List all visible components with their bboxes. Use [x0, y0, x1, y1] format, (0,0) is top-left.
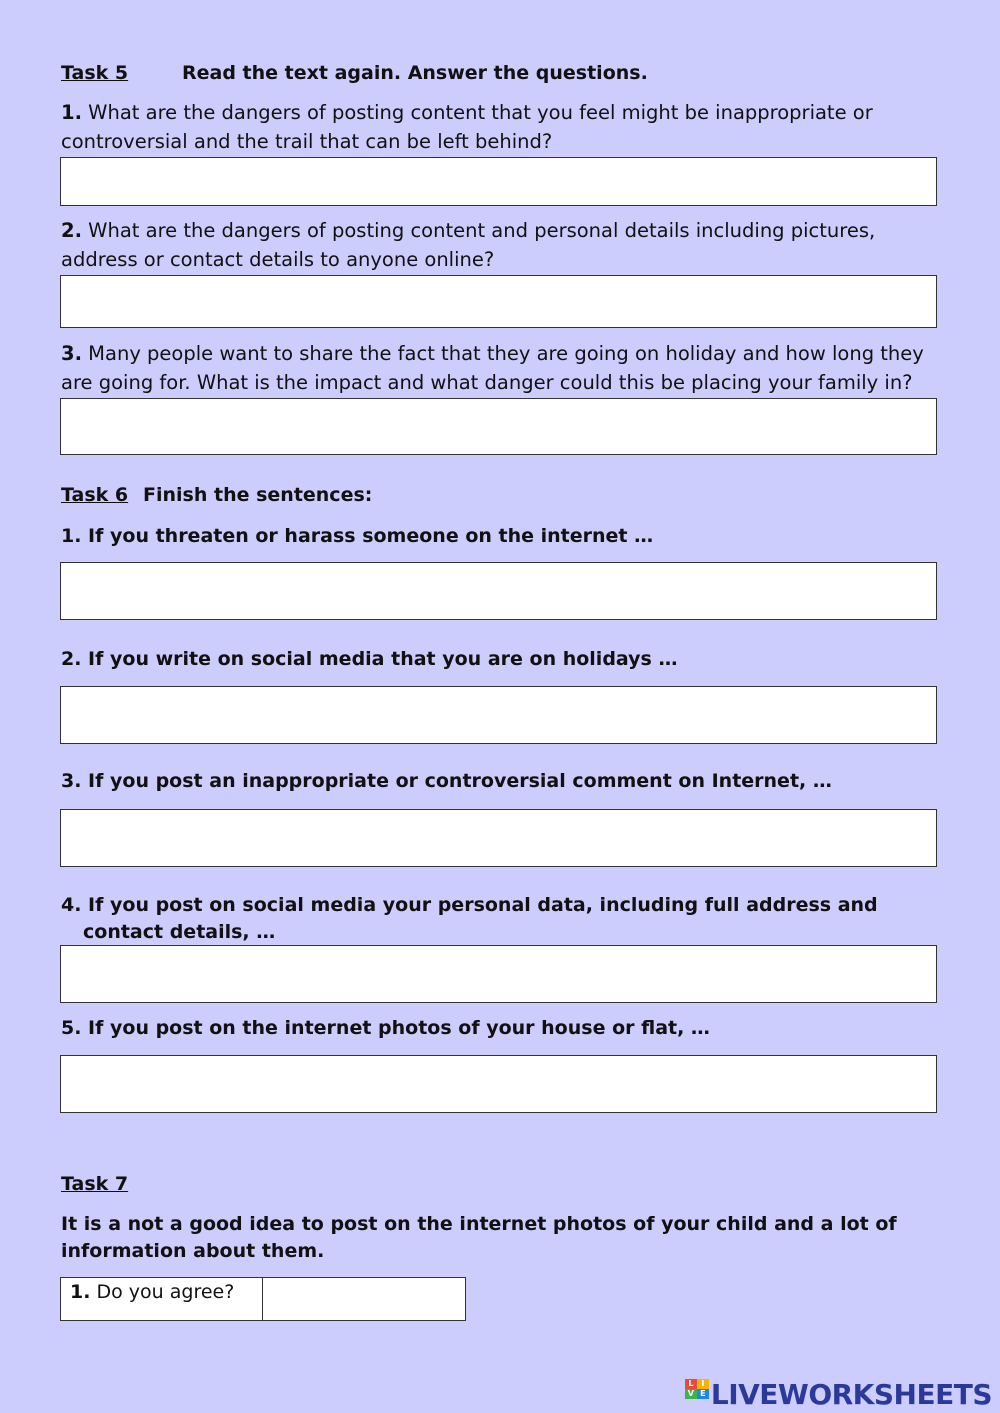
answer-box-task5-3[interactable] — [60, 398, 937, 455]
question-text: Do you agree? — [90, 1281, 235, 1303]
answer-box-task6-3[interactable] — [60, 809, 937, 867]
agree-table — [60, 1277, 466, 1321]
question-number: 2. — [61, 219, 82, 242]
question-number: 1. — [70, 1281, 91, 1303]
question-text: Many people want to share the fact that they are going on holiday and how long they are going for. What is the impact and what danger could this be placing your family in? — [61, 342, 924, 394]
question-text: What are the dangers of posting content and personal details including pictures, address or contact details to anyone online? — [61, 219, 876, 271]
logo-letter-i: I — [697, 1379, 709, 1389]
task5-question-1 — [61, 98, 941, 156]
liveworksheets-logo-text: LIVEWORKSHEETS — [710, 1377, 992, 1411]
agree-answer-field[interactable] — [263, 1278, 465, 1320]
task6-sentence-2: 2. If you write on social media that you are on holidays … — [61, 648, 678, 670]
task7-statement: It is a not a good idea to post on the internet photos of your child and a lot of information about them. — [61, 1213, 897, 1262]
task6-sentence-4: 4. If you post on social media your personal data, including full address and — [61, 894, 878, 916]
liveworksheets-logo-icon — [685, 1379, 709, 1409]
task6-sentence-4-cont: contact details, … — [83, 921, 276, 943]
agree-question — [61, 1278, 263, 1320]
task7-label: Task 7 — [61, 1173, 129, 1195]
question-number: 1. — [61, 101, 82, 124]
task6-sentence-3: 3. If you post an inappropriate or controversial comment on Internet, … — [61, 770, 832, 792]
liveworksheets-logo — [685, 1378, 992, 1410]
answer-box-task6-2[interactable] — [60, 686, 937, 744]
task6-label: Task 6 — [61, 484, 129, 506]
task5-title: Read the text again. Answer the questions. — [182, 62, 648, 84]
task6-sentence-1: 1. If you threaten or harass someone on the internet … — [61, 525, 654, 547]
answer-box-task5-1[interactable] — [60, 157, 937, 206]
task5-question-2 — [61, 216, 941, 274]
logo-letter-l: L — [685, 1379, 697, 1389]
question-number: 3. — [61, 342, 82, 365]
logo-letter-e: E — [697, 1389, 709, 1399]
logo-letter-v: V — [685, 1389, 697, 1399]
question-text: What are the dangers of posting content that you feel might be inappropriate or controversial and the trail that can be left behind? — [61, 101, 873, 153]
answer-box-task6-1[interactable] — [60, 562, 937, 620]
task6-title: Finish the sentences: — [143, 484, 373, 506]
answer-box-task6-4[interactable] — [60, 945, 937, 1003]
task6-sentence-5: 5. If you post on the internet photos of your house or flat, … — [61, 1017, 710, 1039]
task5-question-3 — [61, 339, 941, 397]
answer-box-task5-2[interactable] — [60, 275, 937, 328]
task5-label: Task 5 — [61, 62, 129, 84]
answer-box-task6-5[interactable] — [60, 1055, 937, 1113]
